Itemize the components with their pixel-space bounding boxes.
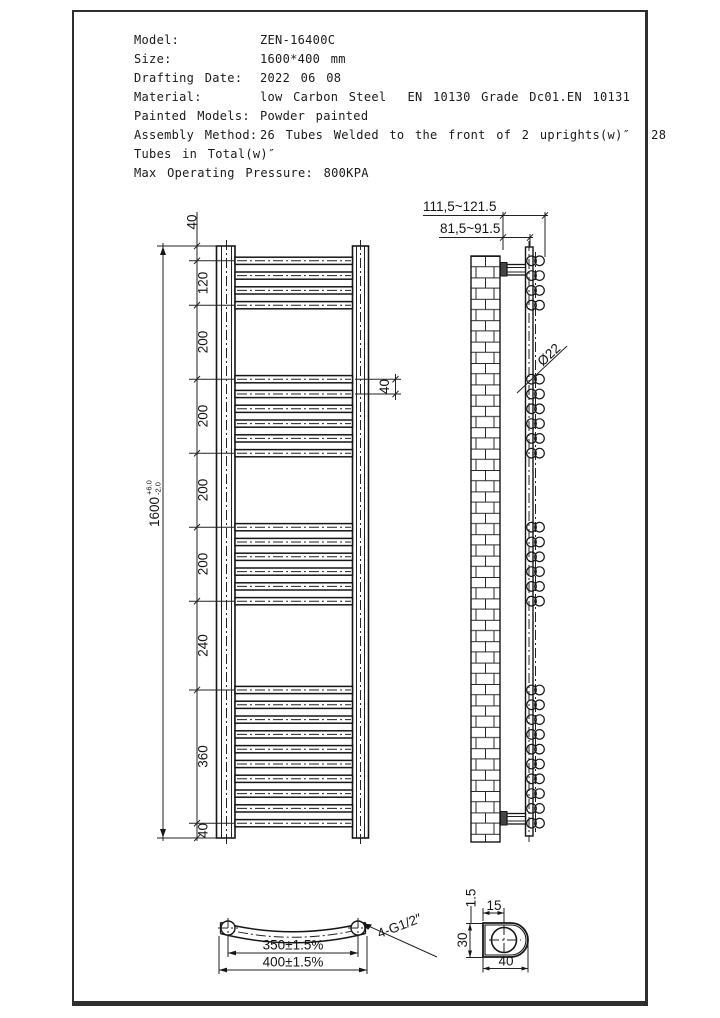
tube-row [235,731,353,738]
tube-row [235,376,353,383]
front-tubes [235,257,353,827]
spec-value: 26 Tubes Welded to the front of 2 uprights(w)″ 28 [260,128,667,142]
dim-label: 200 [195,330,211,354]
tube-row [235,583,353,590]
spec-value: Powder painted [260,109,369,123]
spec-label: Drafting Date: [134,71,243,85]
tube-row [235,701,353,708]
tube-row [235,805,353,812]
profile-height-label: 30 [455,932,470,948]
dim-label: 40 [195,822,211,839]
tube-diameter-callout [517,341,567,393]
dim-label: 360 [195,745,211,768]
tube-row [235,420,353,427]
overall-tol-minus: -2.0 [153,482,163,495]
spec-label: Assembly Method: [134,128,258,142]
spec-value: 1600*400 mm [260,52,346,66]
bottom-view-curved-tube [218,910,437,974]
spec-label: Size: [134,52,172,66]
overall-height-label: 1600 [147,496,162,528]
tube-row [235,435,353,442]
tube-row [235,686,353,693]
tube-row [235,746,353,753]
wall-to-upright-label: 81,5~91.5 [440,221,501,236]
dim-label: 200 [195,552,211,576]
dim-label: 200 [195,404,211,428]
upright-profile-detail [455,889,528,973]
wall-bracket-bottom [501,812,526,826]
spec-label: Model: [134,33,180,47]
spec-value: Max Operating Pressure: 800KPA [134,166,369,180]
upright-end-right [348,918,368,938]
spec-label: Painted Models: [134,109,250,123]
pitch-label: 40 [377,378,392,395]
tube-row [235,287,353,294]
tube-row [235,820,353,827]
spec-value: 2022 06 08 [260,71,342,85]
front-left-upright [217,240,236,844]
overall-tol-plus: +6.0 [144,480,154,495]
tube-row [235,302,353,309]
tube-row [235,257,353,264]
centers-label: 350±1.5% [262,937,324,953]
dim-profile-height [455,924,483,958]
side-view [423,199,567,842]
center-offset-label: 15 [486,898,502,913]
tube-row [235,272,353,279]
spec-value: low Carbon Steel EN 10130 Grade Dc01.EN 10131 [260,90,631,104]
tube-row [235,538,353,545]
thread-label: 4-G1/2″ [375,910,424,942]
tube-row [235,790,353,797]
tube-row [235,598,353,605]
front-right-upright [353,240,369,844]
tube-row [235,450,353,457]
tube-row [235,405,353,412]
tube-row [235,390,353,397]
dim-label: 200 [195,478,211,502]
tube-row [235,716,353,723]
tube-row [235,775,353,782]
wall-to-tube-label: 111,5~121.5 [423,199,497,214]
spec-value: Tubes in Total(w)″ [134,147,276,161]
spec-value: ZEN-16400C [260,33,336,47]
front-view [145,212,402,844]
dim-label: 40 [184,214,200,230]
upright-end-left [218,918,238,938]
wall-thickness-label: 1.5 [463,888,479,908]
tube-row [235,553,353,560]
tube-row [235,760,353,767]
dim-label: 240 [195,634,211,657]
dim-wall-to-upright [439,221,533,247]
thread-callout [364,910,438,957]
tube-row [235,524,353,531]
dim-center-offset [483,898,504,923]
dim-label: 120 [195,271,211,295]
tube-row [235,568,353,575]
tube-diameter-label: Ø22 [534,340,564,369]
profile-width-label: 40 [498,953,514,969]
wall-section [471,256,500,842]
dim-wall-thickness [464,889,484,924]
overall-width-label: 400±1.5% [262,954,324,970]
wall-bracket-top [501,263,526,277]
spec-label: Material: [134,90,202,104]
